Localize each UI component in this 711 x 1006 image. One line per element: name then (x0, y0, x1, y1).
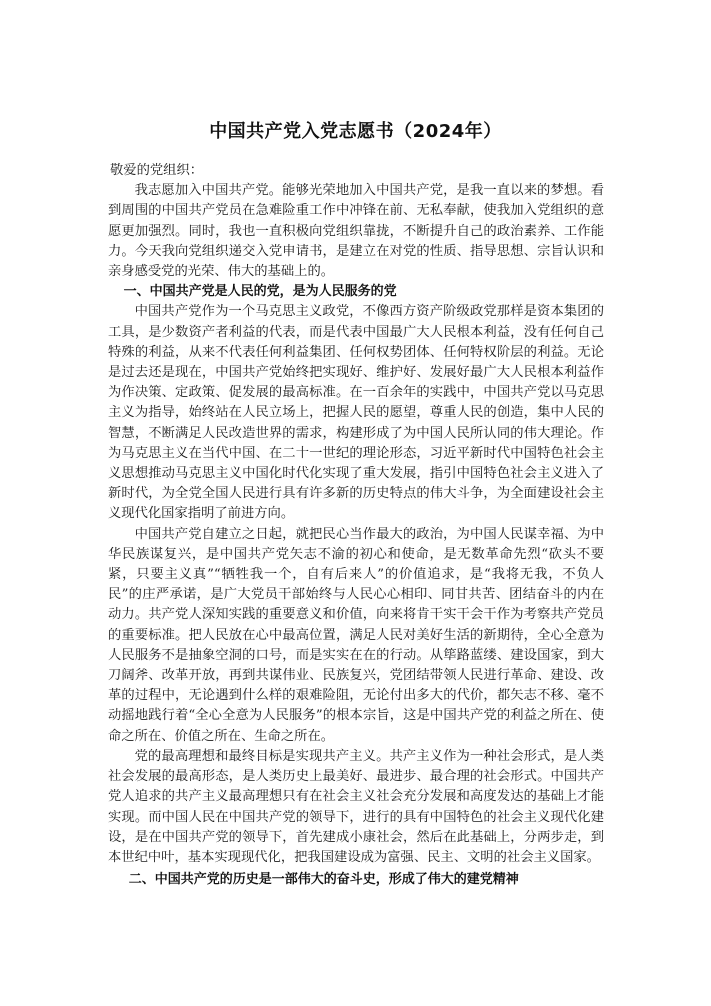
intro-paragraph: 我志愿加入中国共产党。能够光荣地加入中国共产党，是我一直以来的梦想。看到周围的中国共产党员在急难险重工作中冲锋在前、无私奉献，使我加入党组织的意愿更加强烈。同时，我也一直积极向党组织靠拢，不断提升自己的政治素养、工作能力。今天我向党组织递交入党申请书，是建立在对党的性质、指导思想、宗旨认识和亲身感受党的光荣、伟大的基础上的。 (108, 183, 604, 280)
section-1-paragraph-1: 中国共产党作为一个马克思主义政党，不像西方资产阶级政党那样是资本集团的工具，是少数资产者利益的代表，而是代表中国最广大人民根本利益，没有任何自己特殊的利益，从来不代表任何利益集团、任何权势团体、任何特权阶层的利益。无论是过去还是现在，中国共产党始终把实现好、维护好、发展好最广大人民根本利益作为作决策、定政策、促发展的最高标准。在一百余年的实践中，中国共产党以马克思主义为指导，始终站在人民立场上，把握人民的愿望，尊重人民的创造，集中人民的智慧，不断满足人民改造世界的需求，构建形成了为中国人民所认同的伟大理论。作为马克思主义在当代中国、在二十一世纪的理论形态，习近平新时代中国特色社会主义思想推动马克思主义中国化时代化实现了重大发展，指引中国特色社会主义进入了新时代，为全党全国人民进行具有许多新的历史特点的伟大斗争，为全面建设社会主义现代化国家指明了前进方向。 (108, 304, 604, 522)
section-1-paragraph-3: 党的最高理想和最终目标是实现共产主义。共产主义作为一种社会形式，是人类社会发展的最高形态，是人类历史上最美好、最进步、最合理的社会形式。中国共产党人追求的共产主义最高理想只有在社会主义社会充分发展和高度发达的基础上才能实现。而中国人民在中国共产党的领导下，进行的具有中国特色的社会主义现代化建设，是在中国共产党的领导下，首先建成小康社会，然后在此基础上，分两步走，到本世纪中叶，基本实现现代化，把我国建设成为富强、民主、文明的社会主义国家。 (108, 748, 604, 865)
salutation: 敬爱的党组织： (110, 163, 204, 178)
section-2-heading: 二、中国共产党的历史是一部伟大的奋斗史，形成了伟大的建党精神 (128, 872, 519, 888)
document-title: 中国共产党入党志愿书（2024年） (209, 121, 502, 142)
section-1-heading: 一、中国共产党是人民的党，是为人民服务的党 (123, 284, 397, 300)
document-body (108, 161, 604, 890)
section-1-paragraph-2: 中国共产党自建立之日起，就把民心当作最大的政治，为中国人民谋幸福、为中华民族谋复兴，是中国共产党矢志不渝的初心和使命，是无数革命先烈“砍头不要紧，只要主义真”“牺牲我一个，自有后来人”的价值追求，是“我将无我，不负人民”的庄严承诺，是广大党员干部始终与人民心心相印、同甘共苦、团结奋斗的内在动力。共产党人深知实践的重要意义和价值，向来将肯干实干会干作为考察共产党员的重要标准。把人民放在心中最高位置，满足人民对美好生活的新期待，全心全意为人民服务不是抽象空洞的口号，而是实实在在的行动。从筚路蓝缕、建设国家，到大刀阔斧、改革开放，再到共谋伟业、民族复兴，党团结带领人民进行革命、建设、改革的过程中，无论遇到什么样的艰难险阻，无论付出多大的代价，都矢志不移、毫不动摇地践行着“全心全意为人民服务”的根本宗旨，这是中国共产党的利益之所在、使命之所在、价值之所在、生命之所在。 (108, 526, 604, 744)
